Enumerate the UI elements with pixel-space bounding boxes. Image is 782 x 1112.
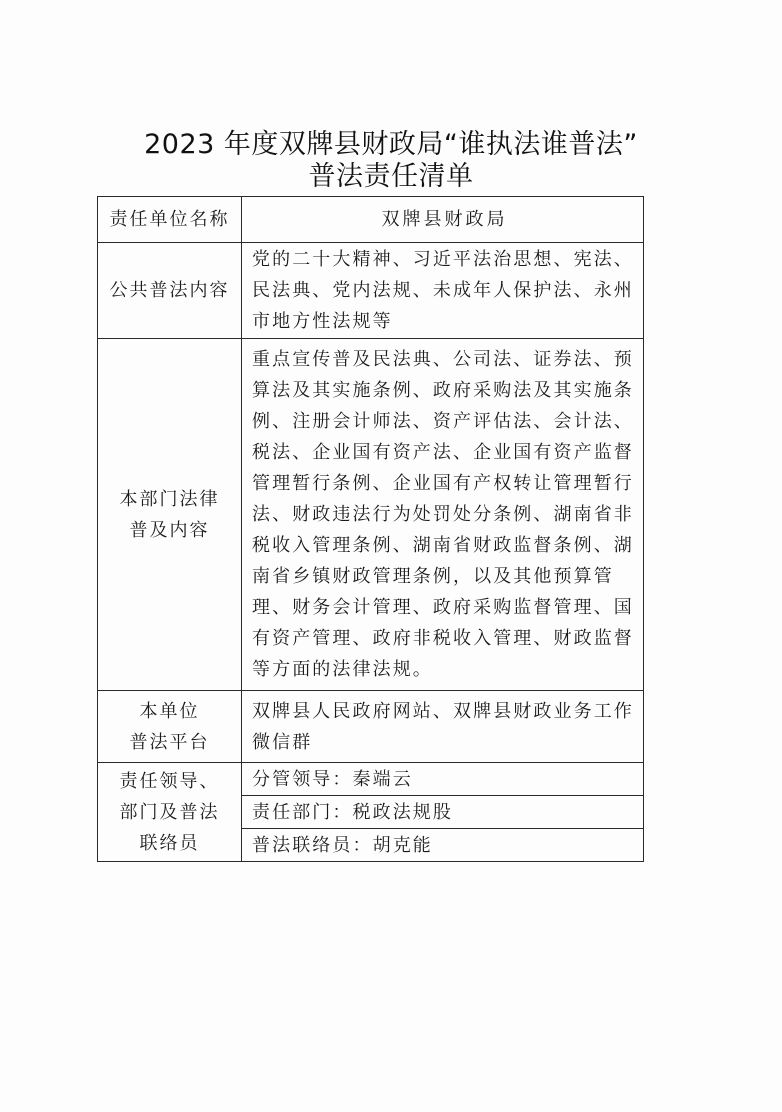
table-row-platform <box>98 691 644 763</box>
contact-label-line2: 部门及普法 <box>119 801 220 823</box>
public-content-value: 党的二十大精神、习近平法治思想、宪法、民法典、党内法规、未成年人保护法、永州市地方性法规等 <box>242 243 644 339</box>
responsibility-table <box>97 196 644 862</box>
contact-liaison: 普法联络员：胡克能 <box>242 829 644 862</box>
table-row-dept-content <box>98 339 644 691</box>
contact-label-line3: 联络员 <box>139 832 200 854</box>
dept-content-label-line1: 本部门法律 <box>119 488 220 510</box>
unit-value: 双牌县财政局 <box>242 197 644 243</box>
table-row-contact-leader <box>98 763 644 796</box>
dept-content-label-line2: 普及内容 <box>129 519 210 541</box>
platform-label-line1: 本单位 <box>139 700 200 722</box>
dept-content-label <box>98 339 242 691</box>
table-row-public-content <box>98 243 644 339</box>
platform-label <box>98 691 242 763</box>
document-title-line2: 普法责任清单 <box>308 161 474 192</box>
contact-department: 责任部门：税政法规股 <box>242 796 644 829</box>
platform-value: 双牌县人民政府网站、双牌县财政业务工作微信群 <box>242 691 644 763</box>
platform-label-line2: 普法平台 <box>129 731 210 753</box>
contact-leader: 分管领导：秦端云 <box>242 763 644 796</box>
dept-content-value: 重点宣传普及民法典、公司法、证券法、预算法及其实施条例、政府采购法及其实施条例、注册会计师法、资产评估法、会计法、税法、企业国有资产法、企业国有资产监督管理暂行条例、企业国有产权转让管理暂行法、财政违法行为处罚处分条例、湖南省非税收入管理条例、湖南省财政监督条例、湖南省乡镇财政管理条例，以及其他预算管理、财务会计管理、政府采购监督管理、国有资产管理、政府非税收入管理、财政监督等方面的法律法规。 <box>242 339 644 691</box>
table-row-unit <box>98 197 644 243</box>
document-title-line1: 2023 年度双牌县财政局“谁执法谁普法” <box>144 129 638 160</box>
contact-label-line1: 责任领导、 <box>119 770 220 792</box>
contact-label <box>98 763 242 862</box>
unit-label: 责任单位名称 <box>98 197 242 243</box>
public-content-label: 公共普法内容 <box>98 243 242 339</box>
